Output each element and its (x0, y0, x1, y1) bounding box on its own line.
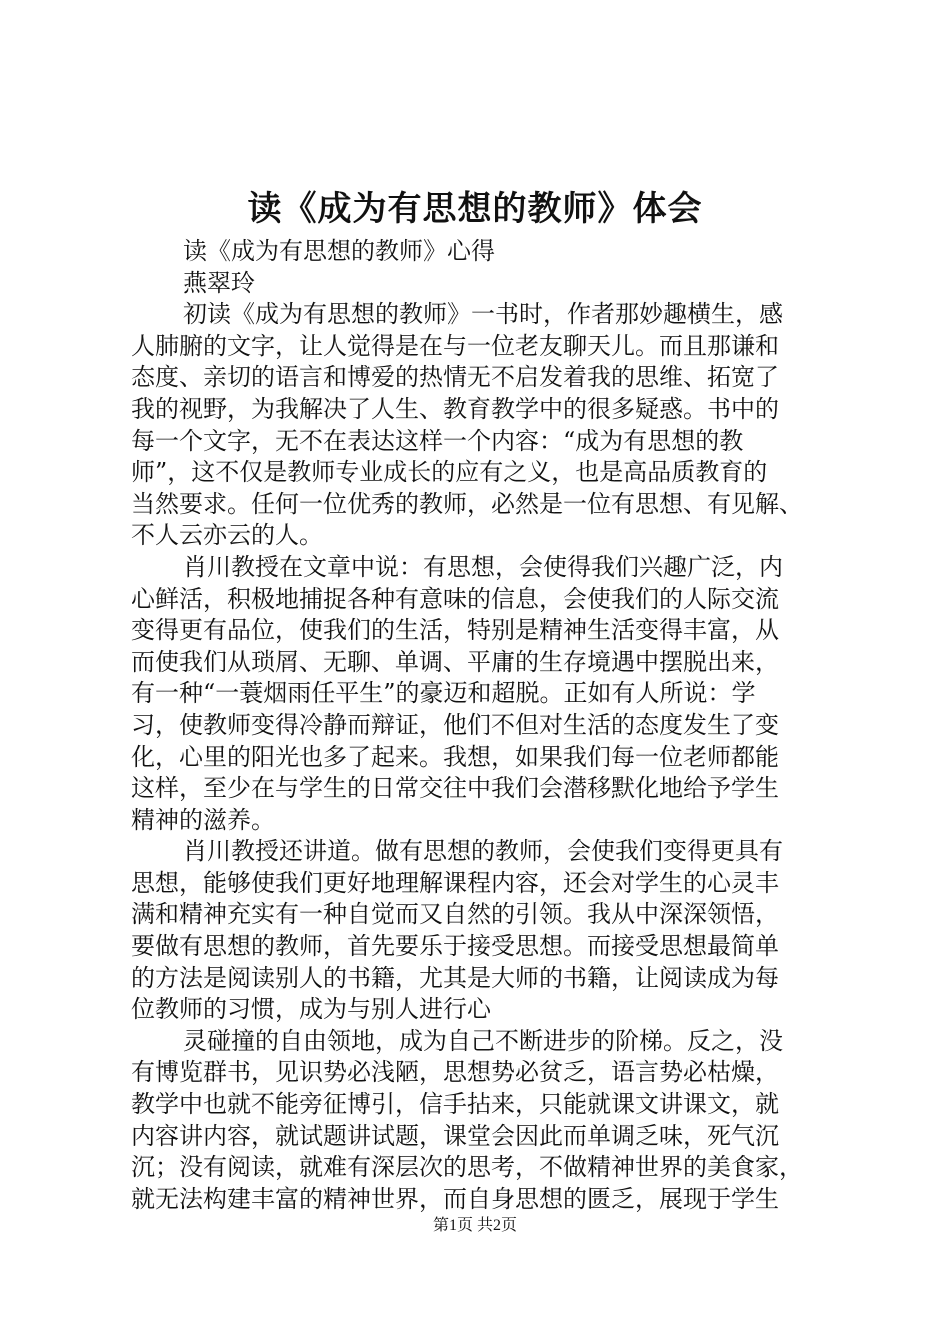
text-line: 精神的滋养。 (131, 805, 275, 834)
text-line: 教学中也就不能旁征博引，信手拈来，只能就课文讲课文，就 (131, 1090, 779, 1119)
text-line: 师”，这不仅是教师专业成长的应有之义，也是高品质教育的 (131, 458, 768, 487)
text-line: 读《成为有思想的教师》心得 (183, 237, 495, 265)
text-line: 而使我们从琐屑、无聊、单调、平庸的生存境遇中摆脱出来， (131, 647, 779, 676)
text-line: 每一个文字，无不在表达这样一个内容：“成为有思想的教 (131, 426, 744, 455)
text-line: 沉；没有阅读，就难有深层次的思考，不做精神世界的美食家， (131, 1153, 803, 1182)
text-line: 化，心里的阳光也多了起来。我想，如果我们每一位老师都能 (131, 742, 779, 771)
text-line: 肖川教授在文章中说：有思想，会使得我们兴趣广泛，内 (183, 552, 783, 581)
document-title: 读《成为有思想的教师》体会 (247, 189, 703, 229)
document-body (131, 236, 837, 1215)
text-line: 有博览群书，见识势必浅陋，思想势必贫乏，语言势必枯燥， (131, 1058, 779, 1087)
page-footer: 第1页 共2页 (432, 1217, 517, 1234)
text-line: 内容讲内容，就试题讲试题，课堂会因此而单调乏味，死气沉 (131, 1121, 779, 1150)
text-line: 思想，能够使我们更好地理解课程内容，还会对学生的心灵丰 (131, 868, 779, 897)
text-line: 习，使教师变得冷静而辩证，他们不但对生活的态度发生了变 (131, 710, 779, 739)
text-line: 态度、亲切的语言和博爱的热情无不启发着我的思维、拓宽了 (131, 363, 779, 392)
text-line: 当然要求。任何一位优秀的教师，必然是一位有思想、有见解、 (131, 489, 803, 518)
text-line: 灵碰撞的自由领地，成为自己不断进步的阶梯。反之，没 (183, 1026, 783, 1055)
text-line: 燕翠玲 (183, 268, 255, 297)
text-line: 初读《成为有思想的教师》一书时，作者那妙趣横生，感 (183, 300, 783, 329)
text-line: 有一种“一蓑烟雨任平生”的豪迈和超脱。正如有人所说：学 (131, 679, 756, 708)
text-line: 变得更有品位，使我们的生活，特别是精神生活变得丰富，从 (131, 616, 779, 645)
text-line: 就无法构建丰富的精神世界，而自身思想的匮乏，展现于学生 (131, 1184, 779, 1213)
text-line: 这样，至少在与学生的日常交往中我们会潜移默化地给予学生 (131, 774, 779, 803)
text-line: 肖川教授还讲道。做有思想的教师，会使我们变得更具有 (183, 837, 783, 866)
text-line: 位教师的习惯，成为与别人进行心 (131, 995, 491, 1024)
text-line: 心鲜活，积极地捕捉各种有意味的信息，会使我们的人际交流 (131, 584, 779, 613)
text-line: 的方法是阅读别人的书籍，尤其是大师的书籍，让阅读成为每 (131, 963, 779, 992)
text-line: 不人云亦云的人。 (131, 521, 323, 550)
text-line: 要做有思想的教师，首先要乐于接受思想。而接受思想最简单 (131, 932, 779, 961)
text-line: 人肺腑的文字，让人觉得是在与一位老友聊天儿。而且那谦和 (131, 331, 779, 360)
text-line: 我的视野，为我解决了人生、教育教学中的很多疑惑。书中的 (131, 394, 779, 423)
text-line: 满和精神充实有一种自觉而又自然的引领。我从中深深领悟， (131, 900, 779, 929)
